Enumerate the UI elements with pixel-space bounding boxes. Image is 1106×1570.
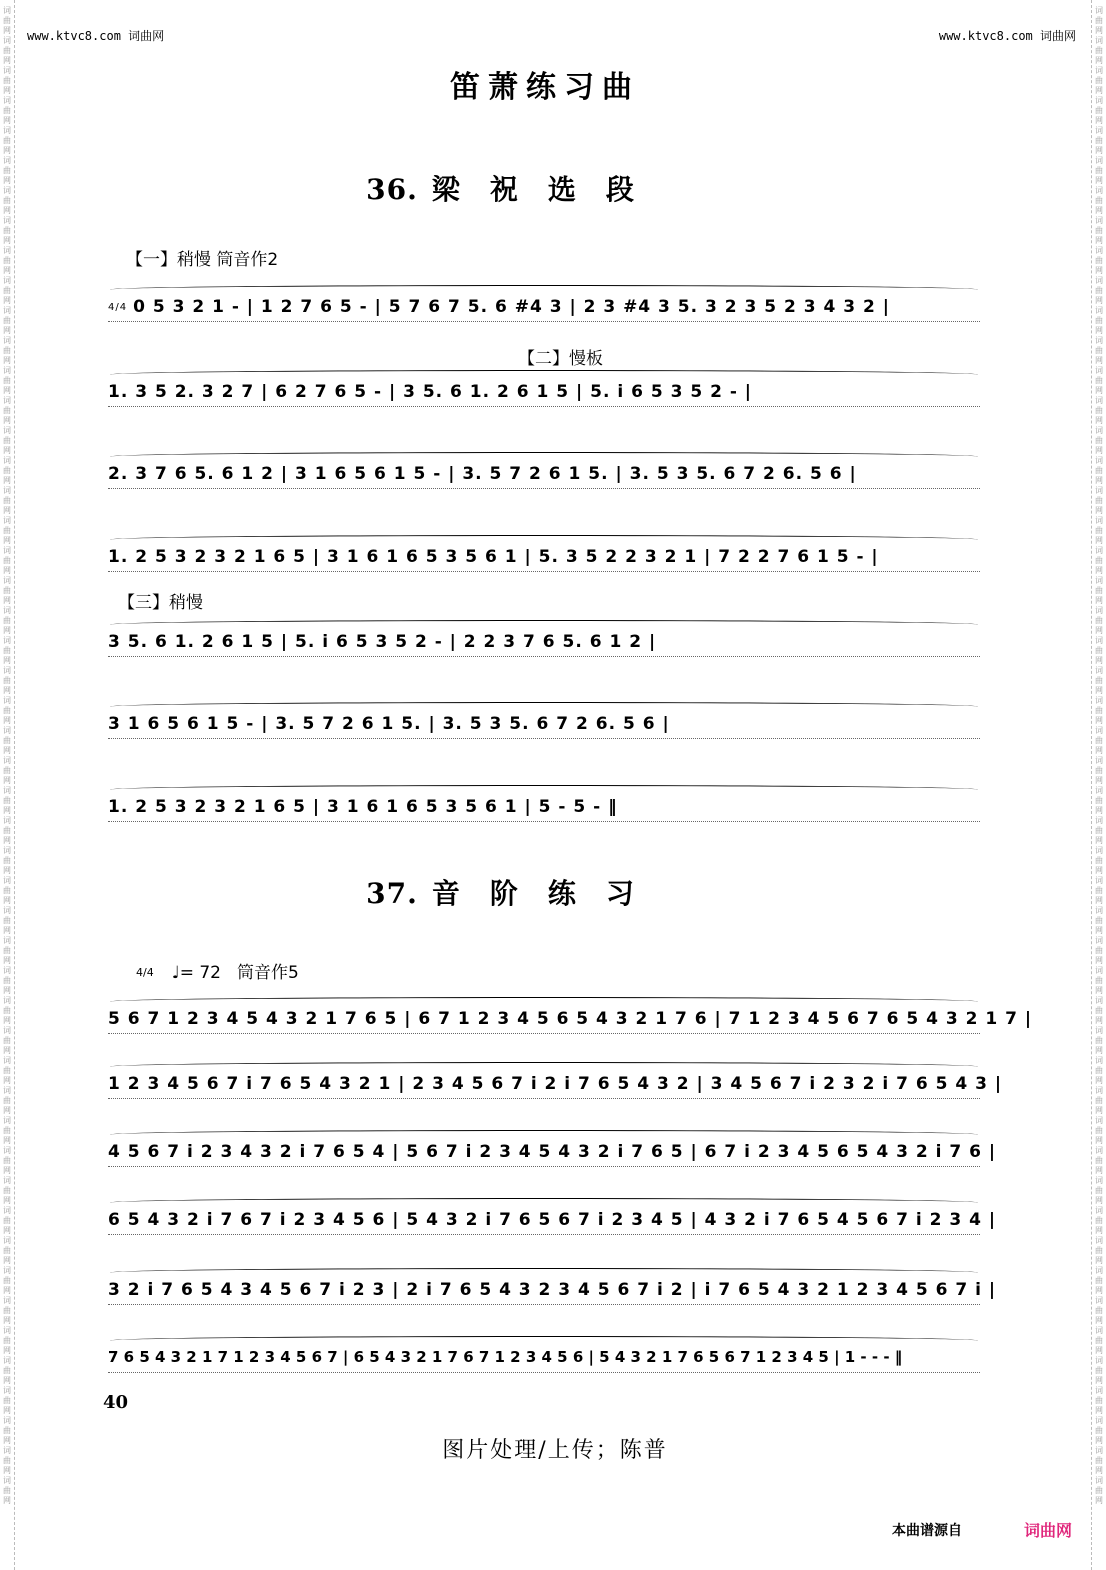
slur-mark (110, 1268, 978, 1277)
score-line (108, 997, 1033, 1037)
score-line (108, 452, 980, 492)
slur-mark (110, 620, 978, 629)
notation-line (108, 297, 980, 317)
underline-mark (108, 1098, 980, 1099)
score-line (108, 1268, 997, 1308)
page-number: 40 (103, 1392, 129, 1413)
slur-mark (110, 285, 978, 294)
tempo-mark: ♩= 72 (171, 963, 222, 983)
piece-36-title (0, 168, 1030, 208)
slur-mark (110, 785, 978, 794)
score-line (108, 1062, 1003, 1102)
slur-mark (110, 702, 978, 711)
underline-mark (108, 406, 980, 407)
underline-mark (108, 571, 980, 572)
notation-text: 0 5 3 2 1 - | 1 2 7 6 5 - | 5 7 6 7 5. 6 #4 3 | 2 3 #4 3 5. 3 2 3 5 2 3 4 3 2 | (133, 297, 890, 317)
underline-mark (108, 1372, 980, 1373)
notation-text: 1. 2 5 3 2 3 2 1 6 5 | 3 1 6 1 6 5 3 5 6 1 | 5. 3 5 2 2 3 2 1 | 7 2 2 7 6 1 5 - | (108, 547, 879, 567)
notation-text: 7 6 5 4 3 2 1 7 1 2 3 4 5 6 7 | 6 5 4 3 2 1 7 6 7 1 2 3 4 5 6 | 5 4 3 2 1 7 6 5 6 7 1 2 3 4 5 | 1 - - - ‖ (108, 1348, 903, 1366)
underline-mark (108, 1234, 980, 1235)
piece-37-number: 37. (366, 877, 418, 910)
time-signature: 4/4 (136, 966, 154, 979)
score-line (108, 535, 980, 575)
notation-text: 3 2 i 7 6 5 4 3 4 5 6 7 i 2 3 | 2 i 7 6 5 4 3 2 3 4 5 6 7 i 2 | i 7 6 5 4 3 2 1 2 3 4 5 6 7 i | (108, 1280, 997, 1300)
header-right-site: www.ktvc8.com 词曲网 (938, 29, 1076, 43)
upload-credit: 图片处理/上传；陈普 (442, 1438, 668, 1463)
score-line (108, 1198, 997, 1238)
notation-text: 5 6 7 1 2 3 4 5 4 3 2 1 7 6 5 | 6 7 1 2 3 4 5 6 5 4 3 2 1 7 6 | 7 1 2 3 4 5 6 7 6 5 4 3 2 1 7 | (108, 1009, 1033, 1029)
notation-text: 1. 3 5 2. 3 2 7 | 6 2 7 6 5 - | 3 5. 6 1. 2 6 1 5 | 5. i 6 5 3 5 2 - | (108, 382, 752, 402)
slur-mark (110, 535, 978, 544)
score-line (108, 370, 980, 410)
score-line (108, 620, 980, 660)
score-line (108, 1336, 980, 1376)
left-watermark-text: 词曲网词曲网词曲网词曲网词曲网词曲网词曲网词曲网词曲网词曲网词曲网词曲网词曲网词曲网词曲网词曲网词曲网词曲网词曲网词曲网词曲网词曲网词曲网词曲网词曲网词曲网词曲网词曲网词曲网词曲网词曲网词曲网词曲网词曲网词曲网词曲网词曲网词曲网词曲网词曲网词曲网词曲网词曲网词曲网词曲网词曲网词曲网词曲网词曲网词曲网 (3, 6, 11, 1505)
right-watermark-text: 词曲网词曲网词曲网词曲网词曲网词曲网词曲网词曲网词曲网词曲网词曲网词曲网词曲网词曲网词曲网词曲网词曲网词曲网词曲网词曲网词曲网词曲网词曲网词曲网词曲网词曲网词曲网词曲网词曲网词曲网词曲网词曲网词曲网词曲网词曲网词曲网词曲网词曲网词曲网词曲网词曲网词曲网词曲网词曲网词曲网词曲网词曲网词曲网词曲网词曲网 (1095, 6, 1103, 1505)
slur-mark (110, 1336, 978, 1345)
underline-mark (108, 1304, 980, 1305)
time-signature: 4/4 (108, 301, 128, 313)
slur-mark (110, 370, 978, 379)
source-site-logo[interactable]: 词曲网 (1023, 1521, 1072, 1540)
score-line (108, 785, 980, 825)
slur-mark (110, 1062, 978, 1071)
underline-mark (108, 488, 980, 489)
notation-text: 1 2 3 4 5 6 7 i 7 6 5 4 3 2 1 | 2 3 4 5 6 7 i 2 i 7 6 5 4 3 2 | 3 4 5 6 7 i 2 3 2 i 7 6 5 4 3 | (108, 1074, 1003, 1094)
piece-36-number: 36. (366, 173, 418, 206)
slur-mark (110, 1130, 978, 1139)
piece-37-name: 音阶练习 (431, 877, 664, 910)
section-2-label: 【二】慢板 (518, 349, 603, 369)
slur-mark (110, 1198, 978, 1207)
score-line (108, 285, 980, 325)
notation-text: 2. 3 7 6 5. 6 1 2 | 3 1 6 5 6 1 5 - | 3. 5 7 2 6 1 5. | 3. 5 3 5. 6 7 2 6. 5 6 | (108, 464, 857, 484)
underline-mark (108, 821, 980, 822)
left-watermark-strip (0, 0, 15, 1570)
piece-37-title (0, 872, 1030, 912)
source-label: 本曲谱源自 (892, 1523, 962, 1539)
score-line (108, 702, 980, 742)
slur-mark (110, 452, 978, 461)
notation-text: 3 5. 6 1. 2 6 1 5 | 5. i 6 5 3 5 2 - | 2 2 3 7 6 5. 6 1 2 | (108, 632, 657, 652)
piece-36-name: 梁祝选段 (431, 173, 664, 206)
notation-text: 6 5 4 3 2 i 7 6 7 i 2 3 4 5 6 | 5 4 3 2 i 7 6 5 6 7 i 2 3 4 5 | 4 3 2 i 7 6 5 4 5 6 7 i 2 3 4 | (108, 1210, 997, 1230)
right-watermark-strip (1091, 0, 1106, 1570)
underline-mark (108, 656, 980, 657)
underline-mark (108, 738, 980, 739)
notation-text: 3 1 6 5 6 1 5 - | 3. 5 7 2 6 1 5. | 3. 5 3 5. 6 7 2 6. 5 6 | (108, 714, 670, 734)
slur-mark (110, 997, 978, 1006)
section-1-label: 【一】稍慢 筒音作2 (126, 250, 279, 270)
underline-mark (108, 1033, 980, 1034)
notation-text: 4 5 6 7 i 2 3 4 3 2 i 7 6 5 4 | 5 6 7 i 2 3 4 5 4 3 2 i 7 6 5 | 6 7 i 2 3 4 5 6 5 4 3 2 i 7 6 | (108, 1142, 997, 1162)
underline-mark (108, 1166, 980, 1167)
score-line (108, 1130, 997, 1170)
book-title: 笛萧练习曲 (450, 70, 640, 105)
section-3-label: 【三】稍慢 (118, 593, 203, 613)
underline-mark (108, 321, 980, 322)
header-left-site: www.ktvc8.com 词曲网 (27, 29, 165, 43)
piece-37-meta (136, 958, 299, 983)
notation-text: 1. 2 5 3 2 3 2 1 6 5 | 3 1 6 1 6 5 3 5 6 1 | 5 - 5 - ‖ (108, 797, 618, 817)
tuning-label: 筒音作5 (237, 963, 299, 983)
